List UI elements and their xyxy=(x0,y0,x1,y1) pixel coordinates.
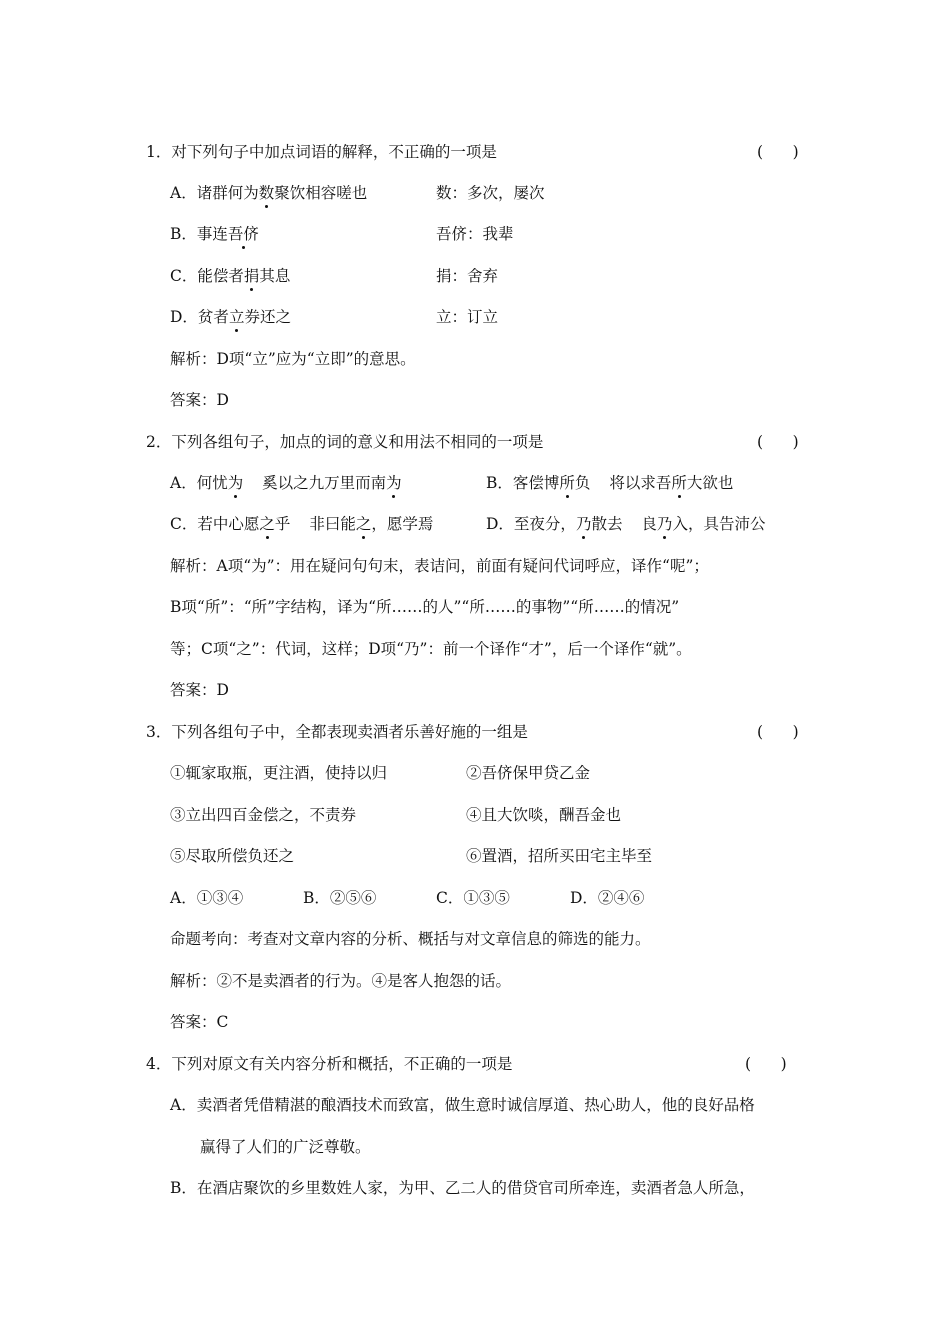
q4-option-b-line-1: B．在酒店聚饮的乡里数姓人家，为甲、乙二人的借贷官司所牵连，卖酒者急人所急， xyxy=(170,1179,755,1197)
emphasis-dot-word: 所 xyxy=(559,474,575,492)
emphasis-dot-word: 所 xyxy=(671,474,687,492)
emphasis-dot-word: 乃 xyxy=(575,515,592,533)
emphasis-dot-word: 为 xyxy=(386,474,402,492)
q2-answer: 答案：D xyxy=(170,681,229,699)
q1-option-b: B．事连吾侪 吾侪：我辈 xyxy=(170,225,514,243)
q3-items-34: ③立出四百金偿之，不责券 ④且大饮啖，酬吾金也 xyxy=(170,806,622,824)
q3-stem: 3．下列各组句子中，全都表现卖酒者乐善好施的一组是 xyxy=(146,723,528,741)
emphasis-dot-word: 吾侪 xyxy=(227,225,259,243)
q2-options-ab: A．何忧为 奚以之九万里而南为 B．客偿博所负 将以求吾所大欲也 xyxy=(170,474,734,492)
emphasis-dot-word: 捐 xyxy=(243,267,260,285)
q3-analysis: 解析：②不是卖酒者的行为。④是客人抱怨的话。 xyxy=(170,972,512,990)
q2-options-cd: C．若中心愿之乎 非曰能之，愿学焉 D．至夜分，乃散去 良乃入，具告沛公 xyxy=(170,515,766,533)
emphasis-dot-word: 为 xyxy=(227,474,244,492)
q1-option-c-gloss: 捐：舍弃 xyxy=(436,267,499,285)
q3-options: A．①③④ B．②⑤⑥ C．①③⑤ D．②④⑥ xyxy=(170,889,645,907)
q3-intent: 命题考向：考查对文章内容的分析、概括与对文章信息的筛选的能力。 xyxy=(170,930,651,948)
q2-analysis-line-1: 解析：A项“为”：用在疑问句句末，表诘问，前面有疑问代词呼应，译作“呢”； xyxy=(170,557,709,575)
q3-answer: 答案：C xyxy=(170,1013,229,1031)
q4-option-a-line-2: 赢得了人们的广泛尊敬。 xyxy=(200,1138,371,1156)
q3-answer-blank: ( ) xyxy=(757,723,799,741)
q1-option-c: C．能偿者捐其息 捐：舍弃 xyxy=(170,267,499,285)
emphasis-dot-word: 立 xyxy=(228,308,245,326)
emphasis-dot-word: 乃 xyxy=(656,515,673,533)
q1-option-a-gloss: 数：多次，屡次 xyxy=(436,184,545,202)
q1-option-b-gloss: 吾侪：我辈 xyxy=(436,225,514,243)
emphasis-dot-word: 之 xyxy=(355,515,372,533)
q1-stem: 1．对下列句子中加点词语的解释，不正确的一项是 xyxy=(146,143,497,161)
q4-option-a-line-1: A．卖酒者凭借精湛的酿酒技术而致富，做生意时诚信厚道、热心助人，他的良好品格 xyxy=(170,1096,755,1114)
q3-items-12: ①辄家取瓶，更注酒，使持以归 ②吾侪保甲贷乙金 xyxy=(170,764,591,782)
q2-option-d: D．至夜分，乃散去 良乃入，具告沛公 xyxy=(486,515,766,533)
q1-option-d-gloss: 立：订立 xyxy=(436,308,499,326)
q1-answer: 答案：D xyxy=(170,391,229,409)
q1-answer-blank: ( ) xyxy=(757,143,799,161)
q1-analysis: 解析：D项“立”应为“立即”的意思。 xyxy=(170,350,416,368)
emphasis-dot-word: 之 xyxy=(259,515,275,533)
q4-stem: 4．下列对原文有关内容分析和概括，不正确的一项是 xyxy=(146,1055,513,1073)
q3-items-56: ⑤尽取所偿负还之 ⑥置酒，招所买田宅主毕至 xyxy=(170,847,653,865)
q4-answer-blank: ( ) xyxy=(745,1055,787,1073)
q2-answer-blank: ( ) xyxy=(757,433,799,451)
q2-option-b: B．客偿博所负 将以求吾所大欲也 xyxy=(486,474,734,492)
q1-option-a: A．诸群何为数聚饮相容嗟也 数：多次，屡次 xyxy=(170,184,545,202)
q2-stem: 2．下列各组句子，加点的词的意义和用法不相同的一项是 xyxy=(146,433,544,451)
q2-analysis-line-3: 等；C项“之”：代词，这样；D项“乃”：前一个译作“才”，后一个译作“就”。 xyxy=(170,640,692,658)
emphasis-dot-word: 数 xyxy=(258,184,275,202)
q1-option-d: D．贫者立券还之 立：订立 xyxy=(170,308,499,326)
q2-analysis-line-2: B项“所”：“所”字结构，译为“所……的人”“所……的事物”“所……的情况” xyxy=(170,598,680,616)
